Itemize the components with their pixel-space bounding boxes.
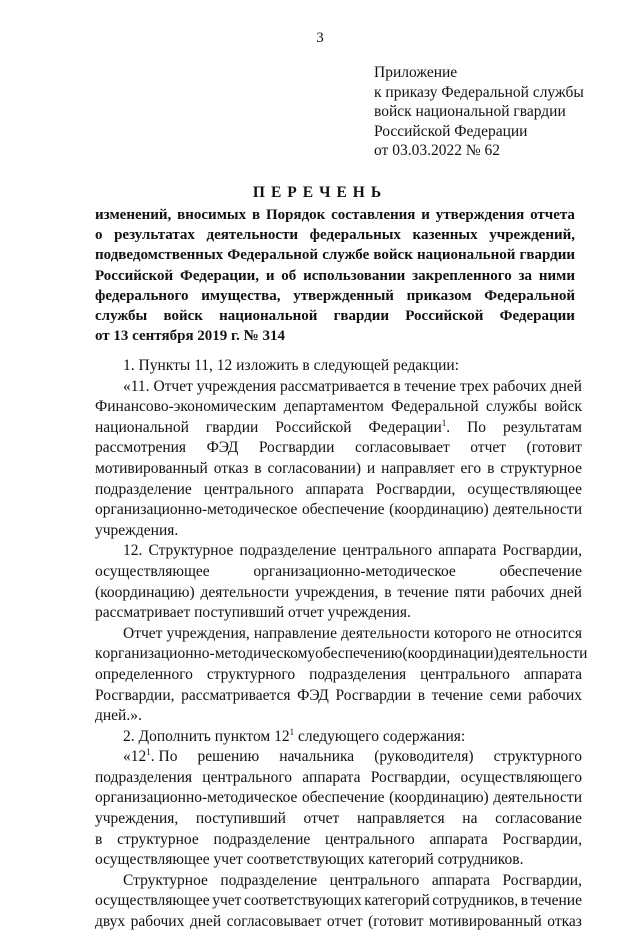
word: рассмотрения [95, 439, 187, 457]
word: (координацию) [389, 501, 489, 519]
paragraph-text: следующего содержания: [294, 727, 466, 745]
word: отчет [470, 439, 507, 457]
word: службы [95, 308, 148, 325]
word: Отчет [123, 624, 163, 642]
word: войск [544, 398, 582, 416]
paragraph-line: осуществляющее учет соответствующих категорий сотрудников. [95, 851, 524, 869]
word: войск [163, 308, 203, 325]
paragraph-line [95, 377, 582, 398]
subtitle-line [95, 286, 575, 306]
word: на [462, 810, 478, 828]
word: рабочих [492, 377, 547, 395]
word: центрального [420, 665, 510, 683]
word: мотивированный [95, 459, 208, 477]
word: деятельности [200, 583, 290, 601]
word: дней [550, 377, 582, 395]
footnote-mark: 1 [441, 417, 447, 428]
appendix-line: войск национальной гвардии [374, 103, 566, 120]
word: Росгвардии, [375, 480, 456, 498]
paragraph-line [95, 583, 582, 604]
word: в [251, 207, 261, 223]
subtitle-line: от 13 сентября 2019 г. № 314 [95, 328, 285, 345]
paragraph-line: учреждения. [95, 521, 179, 539]
word: центрального [203, 480, 294, 498]
word: структурного [493, 748, 582, 766]
word: начальника [279, 748, 355, 766]
word: «11. [123, 377, 150, 395]
word: решению [197, 748, 260, 766]
word: Федерации [499, 308, 575, 325]
word: Росгвардии, [502, 830, 582, 848]
word: не [495, 624, 511, 642]
word: Российской [95, 267, 174, 284]
paragraph-line: 1. Пункты 11, 12 изложить в следующей редакции: [123, 357, 460, 374]
word: имущества, [201, 287, 281, 304]
word: учреждения, [166, 624, 250, 642]
word: обеспечение [301, 789, 385, 807]
word: подразделения [95, 768, 193, 786]
word: подразделение [239, 542, 337, 560]
word: течение [530, 892, 582, 910]
word: Федеральной [484, 287, 575, 304]
word: семи [489, 686, 522, 704]
word: согласовании) [267, 459, 361, 477]
word: структурное [117, 830, 199, 848]
word: течение [404, 377, 456, 395]
paragraph-line [95, 727, 582, 748]
word: осуществляющего [460, 768, 582, 786]
word: . По [150, 748, 178, 766]
word: аппарата [305, 480, 364, 498]
word: Федерации [368, 418, 442, 436]
paragraph-line [95, 562, 582, 583]
word: определенного [95, 665, 193, 683]
word-with-footnote [369, 418, 451, 439]
word: (руководителя) [374, 748, 474, 766]
word: федерального [95, 287, 189, 304]
superscript: 1 [289, 726, 295, 737]
word: составления [331, 207, 416, 223]
word: категорий [364, 892, 430, 910]
word: Росгвардии, [95, 686, 175, 704]
word: По [467, 418, 487, 436]
word: аппарата [431, 871, 491, 889]
word: вносимых [177, 207, 247, 223]
word: осуществляющее [467, 480, 582, 498]
subtitle-line [95, 306, 575, 326]
word: службы [486, 398, 538, 416]
word: Росгвардии [335, 686, 412, 704]
word: национальной [219, 308, 318, 325]
word: направление [253, 624, 337, 642]
word: казенных [412, 227, 478, 244]
word: отказ [213, 459, 249, 477]
word: подразделение [213, 830, 311, 848]
word: (готовит [368, 913, 424, 931]
word: Росгвардии, [502, 542, 582, 560]
word: (координации) [402, 645, 499, 663]
word: Структурное [148, 542, 234, 560]
word: и [265, 267, 275, 284]
paragraph-line [95, 644, 588, 665]
word: Финансово-экономическим [95, 398, 277, 416]
word: ФЭД [297, 686, 329, 704]
word: Структурное [123, 871, 208, 889]
word: учреждения [196, 377, 277, 395]
word: Российской [405, 308, 484, 325]
word: приказом [406, 287, 472, 304]
paragraph-line [95, 830, 582, 851]
word: в [254, 459, 262, 477]
word: Федерации, [179, 267, 260, 284]
word: осуществляющее [95, 892, 210, 910]
word: аппарата [438, 542, 497, 560]
word: подведомственных [95, 247, 224, 264]
word: и [366, 459, 376, 477]
word: (готовит [526, 439, 582, 457]
paragraph-line [95, 871, 582, 892]
word: центрального [329, 871, 420, 889]
word: Росгвардии [258, 439, 335, 457]
word: за [518, 267, 533, 284]
word: мотивированный [428, 913, 542, 931]
appendix-line: Приложение [374, 64, 458, 81]
document-title: ПЕРЕЧЕНЬ [252, 184, 388, 201]
subtitle-line [95, 266, 575, 286]
word: обеспечению [315, 645, 403, 663]
word: использовании [303, 267, 406, 284]
word: «12 [123, 748, 147, 766]
word: в [487, 459, 495, 477]
word: дней [550, 583, 582, 601]
word: осуществляющее [95, 562, 210, 580]
word-with-superscript [123, 747, 177, 768]
word: 12. [123, 542, 143, 560]
word: подразделение [95, 480, 192, 498]
document-body [95, 356, 588, 933]
word: трех [459, 377, 490, 395]
word: направляет [381, 459, 455, 477]
word: службе [322, 247, 370, 264]
paragraph-line [95, 686, 582, 707]
subtitle-line [95, 225, 575, 245]
word: результатах [114, 227, 195, 244]
word: центрального [342, 542, 433, 560]
word: деятельности [341, 624, 430, 642]
paragraph-line [95, 788, 582, 809]
word: поступивший [195, 810, 286, 828]
subtitle-line [95, 205, 575, 225]
word: относится [515, 624, 582, 642]
word: направляется [356, 810, 445, 828]
page-number: 3 [316, 30, 324, 46]
word: в [417, 686, 426, 704]
word: пяти [454, 583, 486, 601]
word: Росгвардии, [502, 871, 582, 889]
word: Отчет [153, 377, 193, 395]
word: Росгвардии, [370, 768, 451, 786]
paragraph-line [95, 397, 582, 418]
paragraph-line [95, 912, 582, 933]
word: гвардии [333, 308, 390, 325]
paragraph-line [95, 480, 582, 501]
word: структурного [206, 665, 296, 683]
word: рассматривается [280, 377, 390, 395]
word: рабочих [491, 583, 545, 601]
word: рассматривается [181, 686, 291, 704]
word: организационно-методическое [95, 501, 298, 519]
word: закрепленного [412, 267, 512, 284]
word: Федеральной [227, 247, 319, 264]
word: обеспечение [301, 501, 385, 519]
word: утвержденный [293, 287, 394, 304]
word: подразделения [309, 665, 407, 683]
word: центрального [325, 830, 415, 848]
word: согласовывает [226, 913, 322, 931]
word: рабочих [130, 913, 185, 931]
paragraph-line [95, 891, 582, 912]
word: подразделение [220, 871, 318, 889]
paragraph-line [95, 438, 582, 459]
word: дней [189, 913, 222, 931]
word: утверждения [435, 207, 525, 223]
word: которого [433, 624, 492, 642]
word: (координацию) [389, 789, 489, 807]
paragraph-line [95, 624, 582, 645]
appendix-header [374, 63, 584, 161]
word: в [393, 377, 401, 395]
paragraph-line: рассматривает поступивший отчет учреждения. [95, 604, 411, 622]
paragraph-line [95, 665, 582, 686]
word: в [95, 830, 103, 848]
word: Федеральной [391, 398, 479, 416]
word: соответствующих [243, 892, 362, 910]
word: аппарата [523, 665, 582, 683]
word: учреждений, [489, 227, 575, 244]
word: организационно-методическое [95, 789, 298, 807]
word: изменений, [95, 207, 172, 223]
word: федеральных [309, 227, 401, 244]
word: рабочих [528, 686, 582, 704]
appendix-line: от 03.03.2022 № 62 [374, 142, 500, 159]
word: результатам [502, 418, 582, 436]
word: деятельности [498, 645, 588, 663]
word: войск [373, 247, 413, 264]
word: учреждения, [295, 583, 379, 601]
paragraph-line [95, 459, 582, 480]
paragraph-line [95, 418, 582, 439]
word: согласование [495, 810, 582, 828]
word: обеспечение [499, 562, 582, 580]
word: в [520, 892, 529, 910]
word: учреждения, [95, 810, 179, 828]
word: течение [397, 583, 449, 601]
appendix-line: Российской Федерации [374, 122, 528, 140]
word: организационно-методическое [253, 562, 456, 580]
word: отчет [326, 913, 363, 931]
word: и [421, 207, 430, 223]
word: национальной [95, 418, 189, 436]
paragraph-line [95, 500, 582, 521]
paragraph-line [95, 747, 582, 768]
punctuation: . [446, 418, 451, 436]
paragraph-text: 2. Дополнить пунктом 12 [123, 727, 290, 745]
word: деятельности [493, 789, 582, 807]
superscript: 1 [146, 747, 151, 758]
word: отчет [303, 810, 340, 828]
subtitle-line [95, 245, 575, 265]
word: организационно-методическому [102, 645, 316, 663]
word: структурное [500, 459, 582, 477]
word: его [460, 459, 482, 477]
word: департаментом [283, 398, 384, 416]
paragraph-line [95, 809, 582, 830]
appendix-line: к приказу Федеральной службы [374, 83, 584, 101]
word: согласовывает [354, 439, 450, 457]
word: гвардии [519, 247, 575, 264]
word: отказ [547, 913, 582, 931]
word: отчета [530, 207, 575, 223]
word: ФЭД [206, 439, 239, 457]
word: (координацию) [95, 583, 195, 601]
word: гвардии [205, 418, 259, 436]
word: аппарата [429, 830, 488, 848]
word: учет [212, 892, 242, 910]
word: в [384, 583, 392, 601]
word: об [281, 267, 297, 284]
word: о [95, 227, 103, 244]
word: сотрудников, [432, 892, 519, 910]
paragraph-line [95, 541, 582, 562]
word: течение [431, 686, 484, 704]
word: национальной [417, 247, 516, 264]
paragraph-line [95, 768, 582, 789]
word: Порядок [265, 207, 326, 223]
word: аппарата [302, 768, 361, 786]
word: деятельности [206, 227, 299, 244]
word: Российской [275, 418, 352, 436]
word: двух [95, 913, 126, 931]
document-subtitle [95, 205, 575, 346]
word: центрального [202, 768, 293, 786]
word: к [95, 645, 103, 663]
paragraph-line: дней.». [95, 707, 142, 725]
word: деятельности [493, 501, 582, 519]
word: ними [538, 267, 575, 284]
